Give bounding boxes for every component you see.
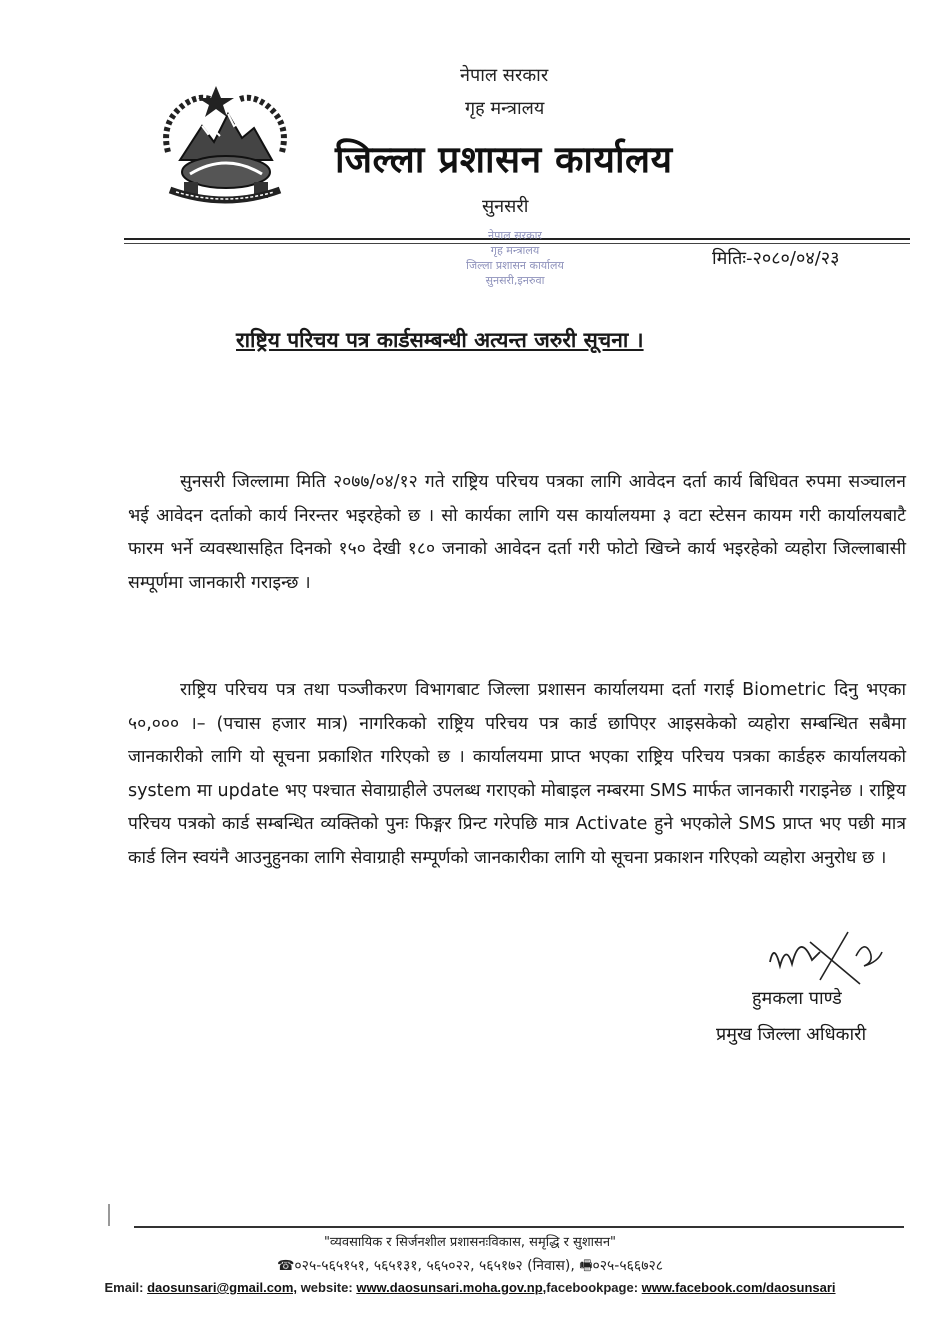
stamp-line: सुनसरी,इनरुवा [485,274,545,287]
signatory-title: प्रमुख जिल्ला अधिकारी [716,1024,867,1045]
website-label: website: [300,1280,353,1295]
signatory-name: हुमकला पाण्डे [752,988,842,1009]
footer-slogan: "व्यवसायिक र सिर्जनशील प्रशासनःविकास, समृद्धि र सुशासन" [323,1235,617,1250]
government-name: नेपाल सरकार [460,65,549,86]
ministry-name: गृह मन्त्रालय [465,98,545,119]
stamp-line: नेपाल सरकार [488,229,542,242]
notice-date: मितिः-२०८०/०४/२३ [712,248,840,269]
district-name: सुनसरी [482,196,529,217]
body-paragraph-2: राष्ट्रिय परिचय पत्र तथा पञ्जीकरण विभागबाट जिल्ला प्रशासन कार्यालयमा दर्ता गराई Biometric दिनु भएका ५०,००० ।– (पचास हजार मात्र) नागरिकको राष्ट्रिय परिचय पत्र कार्ड छापिएर आइसकेको व्यहोरा सम्बन्धित सबैमा जानकारीको लागि यो सूचना प्रकाशित गरिएको छ । कार्यालयमा प्राप्त भएका राष्ट्रिय परिचय पत्रका कार्डहरु कार्यालयको system मा update भए पश्चात सेवाग्राहीले उपलब्ध गराएको मोबाइल नम्बरमा SMS मार्फत जानकारी गराइनेछ । राष्ट्रिय परिचय पत्रको कार्ड सम्बन्धित व्यक्तिको पुनः फिङ्गर प्रिन्ट गरेपछि मात्र Activate हुने भएकोले SMS प्राप्त भए पछी मात्र कार्ड लिन स्वयंनै आउनुहुनका लागि सेवाग्राही सम्पूर्णको जानकारीका लागि यो सूचना प्रकाशन गरिएको व्यहोरा अनुरोध छ । [128,680,906,868]
facebook-label: facebookpage: [546,1280,639,1295]
stamp-line: गृह मन्त्रालय [490,244,540,257]
office-stamp [440,228,590,300]
footer-phones: ☎०२५-५६५१५१, ५६५१३१, ५६५०२२, ५६५१७२ (निवास), 🖷०२५-५६६७२८ [276,1258,664,1274]
notice-subject: राष्ट्रिय परिचय पत्र कार्डसम्बन्धी अत्यन्त जरुरी सूचना । [236,328,644,352]
footer-rule [134,1226,904,1228]
nepal-emblem-icon [150,82,300,212]
office-title: जिल्ला प्रशासन कार्यालय [335,138,673,181]
stamp-line: जिल्ला प्रशासन कार्यालय [466,259,564,272]
signature-icon [760,922,890,990]
email-label: Email: [104,1280,144,1295]
facebook-link[interactable]: www.facebook.com/daosunsari [641,1280,836,1295]
website-link[interactable]: www.daosunsari.moha.gov.np, [356,1280,547,1295]
footer-contact [0,1280,940,1295]
margin-mark [108,1204,110,1226]
email-link[interactable]: daosunsari@gmail.com, [147,1280,298,1295]
body-paragraph-1: सुनसरी जिल्लामा मिति २०७७/०४/१२ गते राष्ट्रिय परिचय पत्रका लागि आवेदन दर्ता कार्य बिधिवत रुपमा सञ्चालन भई आवेदन दर्ताको कार्य निरन्तर भइरहेको छ । सो कार्यका लागि यस कार्यालयमा ३ वटा स्टेसन कायम गरी कार्यालयबाटै फारम भर्ने व्यवस्थासहित दिनको १५० देखी १८० जनाको आवेदन दर्ता गरी फोटो खिच्ने कार्य भइरहेको व्यहोरा जिल्लाबासी सम्पूर्णमा जानकारी गराइन्छ । [128,472,906,593]
